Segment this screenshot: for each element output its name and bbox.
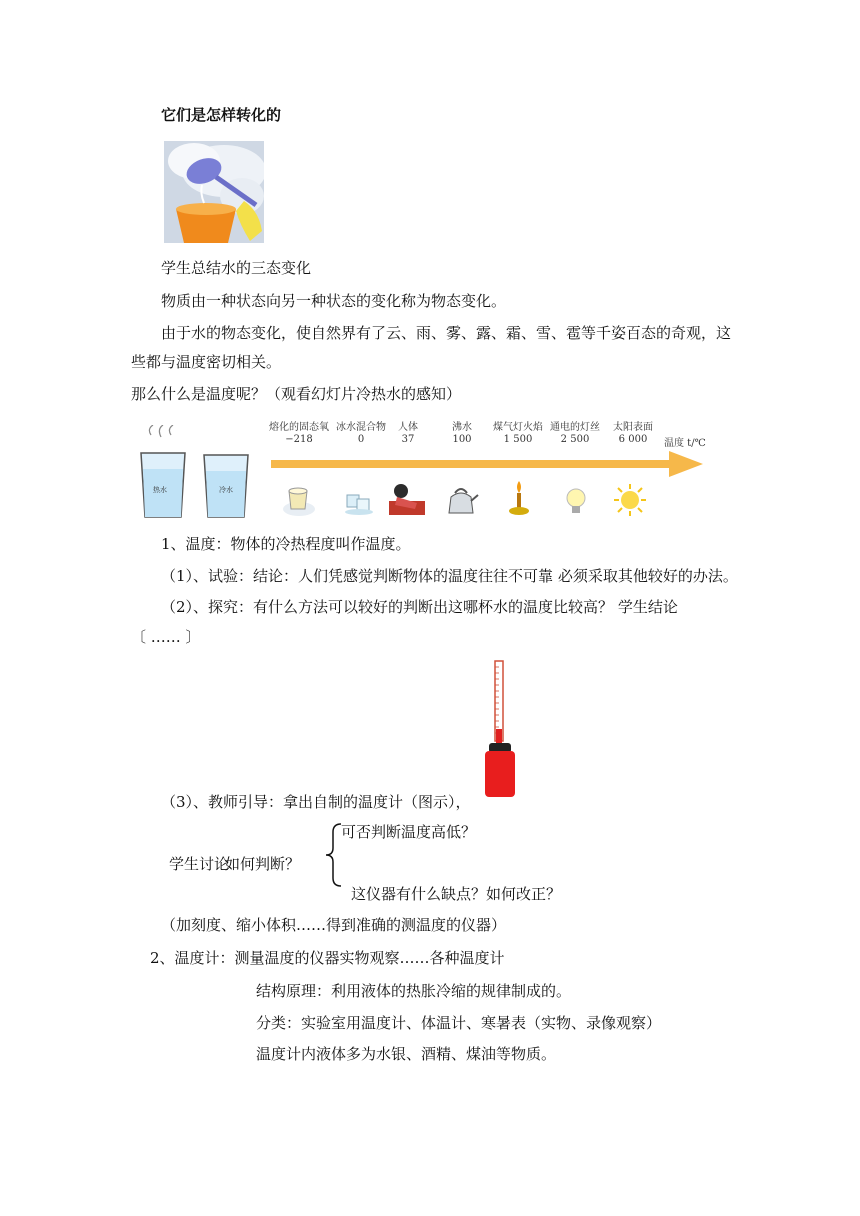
question-text: 那么什么是温度呢？（观看幻灯片冷热水的感知）: [131, 385, 462, 403]
item-1-1-text: （1）、试验：结论：人们凭感觉判断物体的温度往往不可靠 必须采取其他较好的办法。: [161, 567, 738, 585]
hot-water-cup-icon: [137, 425, 189, 520]
item-1-2-text: （2）、探究：有什么方法可以较好的判断出这哪杯水的温度比较高？ 学生结论: [161, 598, 678, 616]
item-2-2-text: 分类：实验室用温度计、体温计、寒暑表（实物、录像观察）: [256, 1014, 662, 1032]
human-body-icon: [387, 479, 427, 519]
temperature-scale-figure: [131, 415, 731, 527]
kettle-icon: [443, 483, 479, 519]
scale-label: 冰水混合物: [336, 422, 386, 433]
scale-label: 人体: [398, 422, 418, 433]
axis-label: 温度 t/℃: [664, 438, 706, 449]
ice-water-icon: [343, 489, 375, 515]
scale-value: 100: [452, 434, 472, 445]
how-to-judge-text: 如何判断？: [225, 855, 301, 873]
scale-value: 6 000: [618, 434, 648, 445]
gas-flame-icon: [507, 479, 531, 517]
homemade-thermometer-image: [483, 659, 517, 799]
scale-label: 通电的灯丝: [550, 422, 600, 433]
section-heading: 它们是怎样转化的: [161, 106, 282, 124]
question-1-text: 可否判断温度高低？: [341, 823, 477, 841]
question-2-text: 这仪器有什么缺点？如何改正？: [351, 885, 562, 903]
scale-value: 2 500: [560, 434, 590, 445]
cold-water-label: 冷水: [219, 486, 233, 494]
scale-value: −218: [285, 434, 313, 445]
scale-value: 1 500: [503, 434, 533, 445]
item-1-3-text: （3）、教师引导：拿出自制的温度计（图示），: [161, 793, 471, 811]
scale-value: 0: [357, 434, 365, 445]
item-1-2-continued: 〔 …… 〕: [131, 628, 201, 646]
summary-text: 学生总结水的三态变化: [161, 259, 312, 277]
item-2-1-text: 结构原理：利用液体的热胀冷缩的规律制成的。: [256, 982, 572, 1000]
steam-spoon-image: [164, 141, 264, 243]
curly-brace: [323, 822, 343, 892]
item-1-text: 1、温度：物体的冷热程度叫作温度。: [161, 535, 411, 553]
definition-text: 物质由一种状态向另一种状态的变化称为物态变化。: [161, 292, 507, 310]
scale-label: 太阳表面: [613, 422, 653, 433]
scale-value: 37: [401, 434, 415, 445]
solid-oxygen-icon: [281, 483, 317, 517]
item-2-text: 2、温度计：测量温度的仪器实物观察……各种温度计: [150, 949, 505, 967]
item-1-4-text: （加刻度、缩小体积……得到准确的测温度的仪器）: [161, 916, 507, 934]
nature-text-line1: 由于水的物态变化，使自然界有了云、雨、雾、露、霜、雪、雹等千姿百态的奇观，这: [161, 324, 732, 342]
temperature-arrow: [271, 449, 703, 479]
scale-label: 熔化的固态氧: [269, 422, 329, 433]
scale-label: 沸水: [452, 422, 472, 433]
scale-label: 煤气灯火焰: [493, 422, 543, 433]
discussion-label: 学生讨论: [169, 855, 230, 873]
hot-water-label: 热水: [153, 486, 167, 494]
item-2-3-text: 温度计内液体多为水银、酒精、煤油等物质。: [256, 1045, 557, 1063]
sun-icon: [613, 483, 647, 517]
nature-text-line2: 些都与温度密切相关。: [131, 353, 282, 371]
light-bulb-icon: [563, 487, 589, 517]
